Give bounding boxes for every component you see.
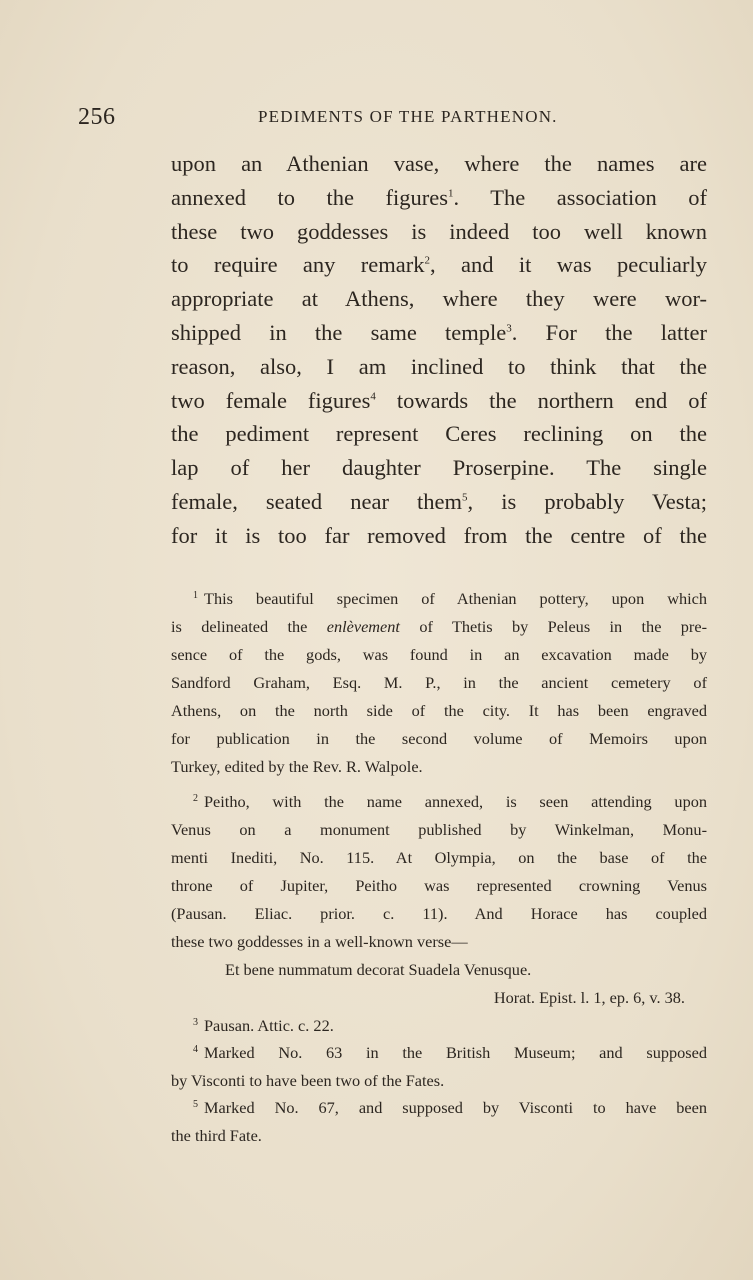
footnote-line: throne of Jupiter, Peitho was represented crowning Venus <box>171 876 707 895</box>
footnote-number: 1 <box>193 589 198 601</box>
footnote-line: $^4$ Marked No. 63 in the British Museum; and supposed <box>193 1043 707 1062</box>
footnote-number: 5 <box>193 1098 198 1110</box>
italic-term: enlèvement <box>326 617 400 636</box>
footnote-line: $^1$ This beautiful specimen of Athenian pottery, upon which <box>193 589 707 608</box>
footnote-4 <box>171 1039 707 1095</box>
text-line: for it is too far removed from the centre of the <box>171 522 707 548</box>
footnote-line: for publication in the second volume of Memoirs upon <box>171 729 707 748</box>
text-line: two female figures$^4$ towards the northern end of <box>171 387 707 413</box>
footnote-ref: 5 <box>462 491 468 504</box>
footnote-3 <box>171 1012 707 1040</box>
main-paragraph <box>171 147 707 553</box>
footnote-line: Turkey, edited by the Rev. R. Walpole. <box>171 757 423 776</box>
footnote-1 <box>171 585 707 781</box>
footnote-line: Venus on a monument published by Winkelman, Monu- <box>171 820 707 839</box>
footnote-line: Sandford Graham, Esq. M. P., in the ancient cemetery of <box>171 673 707 692</box>
text-line: upon an Athenian vase, where the names are <box>171 151 707 176</box>
footnote-number: 2 <box>193 792 198 804</box>
footnote-ref: 3 <box>506 322 512 335</box>
footnote-line: $^5$ Marked No. 67, and supposed by Visconti to have been <box>193 1098 707 1117</box>
footnote-line: (Pausan. Eliac. prior. c. 11). And Horace has coupled <box>171 904 707 923</box>
text-line: shipped in the same temple$^3$. For the latter <box>171 319 707 345</box>
running-head: PEDIMENTS OF THE PARTHENON. <box>258 107 558 126</box>
page-header <box>78 104 718 134</box>
footnote-line: Athens, on the north side of the city. It has been engraved <box>171 701 707 720</box>
footnote-line: these two goddesses in a well-known verse— <box>171 932 468 951</box>
footnote-ref: 1 <box>448 187 454 200</box>
footnote-number: 4 <box>193 1043 198 1055</box>
text-line: lap of her daughter Proserpine. The single <box>171 455 707 481</box>
text-line: appropriate at Athens, where they were wor- <box>171 286 707 312</box>
footnote-line: $^3$ Pausan. Attic. c. 22. <box>193 1016 334 1035</box>
footnote-2 <box>171 788 707 1012</box>
footnote-ref: 4 <box>370 390 376 403</box>
footnote-line: $^2$ Peitho, with the name annexed, is seen attending upon <box>193 792 707 811</box>
footnote-ref: 2 <box>424 254 430 267</box>
text-line: female, seated near them$^5$, is probably Vesta; <box>171 488 707 514</box>
footnote-5 <box>171 1094 707 1150</box>
text-line: to require any remark$^2$, and it was peculiarly <box>171 252 707 278</box>
footnote-line: is delineated the enlèvement of Thetis by Peleus in the pre- <box>171 617 707 636</box>
page-number: 256 <box>78 104 116 130</box>
text-line: the pediment represent Ceres reclining on the <box>171 421 707 447</box>
footnote-line: sence of the gods, was found in an excavation made by <box>171 645 707 664</box>
text-line: these two goddesses is indeed too well known <box>171 218 707 244</box>
footnote-line: the third Fate. <box>171 1126 262 1145</box>
verse-citation: Horat. Epist. l. 1, ep. 6, v. 38. <box>493 988 685 1007</box>
footnote-line: menti Inediti, No. 115. At Olympia, on the base of the <box>171 848 707 867</box>
main-text <box>171 147 707 553</box>
text-line: annexed to the figures$^1$. The association of <box>171 184 707 210</box>
text-line: reason, also, I am inclined to think that the <box>171 353 707 379</box>
footnote-line: by Visconti to have been two of the Fates. <box>171 1071 445 1090</box>
footnote-number: 3 <box>193 1016 198 1028</box>
verse-quote: Et bene nummatum decorat Suadela Venusque. <box>225 960 532 979</box>
